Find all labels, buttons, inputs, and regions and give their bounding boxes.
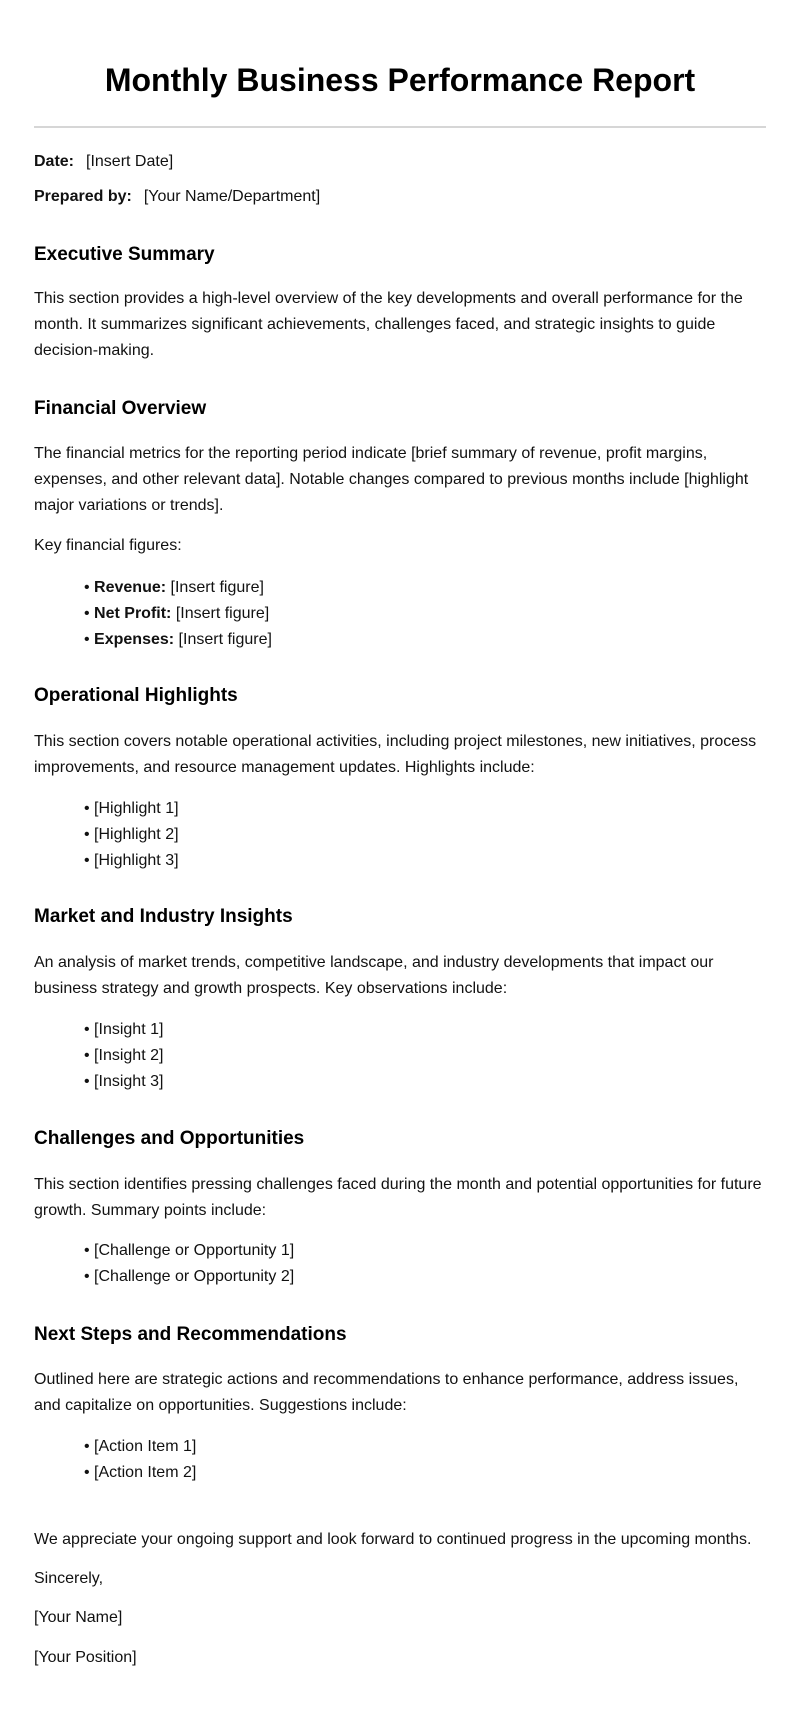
- figure-value-expenses: [Insert figure]: [178, 631, 272, 648]
- figure-label-net-profit: Net Profit:: [94, 605, 172, 622]
- financial-overview-heading: Financial Overview: [34, 398, 207, 419]
- prepared-by-value: [Your Name/Department]: [143, 188, 321, 205]
- signature-position: [Your Position]: [34, 1649, 137, 1666]
- list-item: • [Action Item 2]: [84, 1460, 196, 1486]
- operational-highlights-heading: Operational Highlights: [34, 685, 238, 706]
- figure-value-net-profit: [Insert figure]: [175, 605, 270, 622]
- operational-highlights-text: This section covers notable operational activities, including project milestones, new initiatives, process improvements, and resource management updates. Highlights include:: [34, 733, 757, 776]
- insights-list: [84, 1017, 163, 1095]
- sign-off: Sincerely,: [34, 1570, 104, 1587]
- date-row: [34, 152, 173, 172]
- figure-label-revenue: Revenue:: [94, 579, 167, 596]
- date-value: [Insert Date]: [86, 153, 174, 170]
- executive-summary-heading: Executive Summary: [34, 244, 215, 265]
- closing-message: We appreciate your ongoing support and look forward to continued progress in the upcoming months.: [34, 1531, 752, 1548]
- list-item: • [Insight 2]: [84, 1043, 163, 1069]
- executive-summary-text: This section provides a high-level overview of the key developments and overall performance for the month. It summarizes significant achievements, challenges faced, and strategic insights to guide decision-making.: [34, 290, 743, 359]
- market-insights-text: An analysis of market trends, competitive landscape, and industry developments that impact our business strategy and growth prospects. Key observations include:: [34, 954, 714, 997]
- prepared-by-label: Prepared by:: [34, 188, 132, 205]
- next-steps-text: Outlined here are strategic actions and recommendations to enhance performance, address issues, and capitalize on opportunities. Suggestions include:: [34, 1371, 739, 1414]
- financial-figures-list: [84, 575, 272, 653]
- title-divider: [34, 126, 766, 128]
- list-item: • [Challenge or Opportunity 2]: [84, 1264, 294, 1290]
- list-item: • [Action Item 1]: [84, 1434, 196, 1460]
- financial-figure-item: [84, 601, 272, 627]
- prepared-by-row: [34, 187, 320, 207]
- challenges-list: [84, 1238, 294, 1290]
- date-label: Date:: [34, 153, 75, 170]
- list-item: • [Highlight 3]: [84, 848, 179, 874]
- list-item: • [Highlight 1]: [84, 796, 179, 822]
- next-steps-heading: Next Steps and Recommendations: [34, 1324, 347, 1345]
- list-item: • [Insight 1]: [84, 1017, 163, 1043]
- challenges-text: This section identifies pressing challenges faced during the month and potential opportunities for future growth. Summary points include:: [34, 1176, 762, 1219]
- financial-figure-item: [84, 627, 272, 653]
- figure-label-expenses: Expenses:: [94, 631, 175, 648]
- report-title: Monthly Business Performance Report: [104, 62, 696, 98]
- figure-value-revenue: [Insert figure]: [170, 579, 264, 596]
- financial-overview-text: The financial metrics for the reporting period indicate [brief summary of revenue, profit margins, expenses, and other relevant data]. Notable changes compared to previous months include [highlight major variations or trends].: [34, 445, 749, 514]
- list-item: • [Highlight 2]: [84, 822, 179, 848]
- list-item: • [Challenge or Opportunity 1]: [84, 1238, 294, 1264]
- list-item: • [Insight 3]: [84, 1069, 163, 1095]
- signature-name: [Your Name]: [34, 1609, 123, 1626]
- key-figures-intro: Key financial figures:: [34, 537, 182, 554]
- market-insights-heading: Market and Industry Insights: [34, 906, 293, 927]
- highlights-list: [84, 796, 179, 874]
- challenges-heading: Challenges and Opportunities: [34, 1128, 305, 1149]
- financial-figure-item: [84, 575, 272, 601]
- action-items-list: [84, 1434, 196, 1486]
